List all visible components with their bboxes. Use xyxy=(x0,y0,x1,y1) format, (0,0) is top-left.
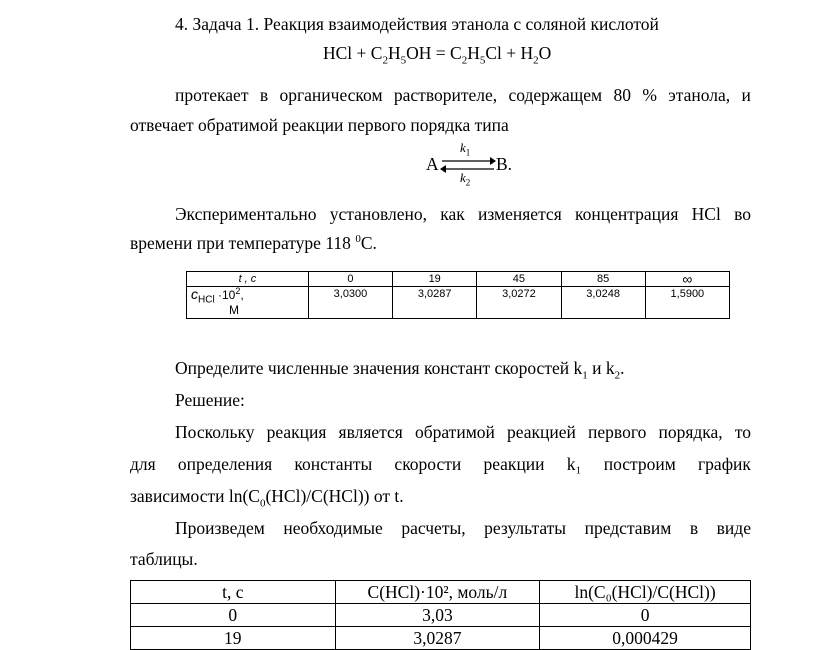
table-cell: 3,0287 xyxy=(335,627,540,650)
word: и xyxy=(741,85,751,105)
table-header-cell: 19 xyxy=(393,272,477,287)
scheme-b: B. xyxy=(496,154,513,174)
word: Произведем xyxy=(175,518,265,538)
word: HCl xyxy=(691,204,721,224)
table-header-cell: 0 xyxy=(308,272,392,287)
table-cell: 3,0248 xyxy=(561,287,645,319)
word: Экспериментально xyxy=(175,204,317,224)
word: в xyxy=(259,85,269,105)
table-header-cell: ln(C₀(HCl)/C(HCl)) xyxy=(540,581,751,604)
word: органическом xyxy=(279,85,383,105)
concentration-table xyxy=(186,271,730,319)
table-cell: 3,03 xyxy=(335,604,540,627)
word: концентрация xyxy=(575,204,679,224)
table-header-cell: ∞ xyxy=(645,272,729,287)
para3-line1 xyxy=(175,421,751,443)
table-cell: 0,000429 xyxy=(540,627,751,650)
word: % xyxy=(642,85,657,105)
para3-line3: зависимости $\ln(C_0(HCl)/C(HCl))$ от t. xyxy=(130,486,404,510)
para1-line1 xyxy=(175,84,751,106)
solution-label: Решение: xyxy=(175,390,245,410)
para3-line2 xyxy=(130,453,751,475)
task-heading: 4. Задача 1. Реакция взаимодействия этанола с соляной кислотой xyxy=(175,14,659,34)
word: определения xyxy=(177,454,273,474)
word: необходимые xyxy=(283,518,383,538)
question-text: Определите численные значения констант скоростей $k_1$ и $k_2$. xyxy=(175,358,625,382)
table-cell: 3,0272 xyxy=(477,287,561,319)
table-header-cell: t, c xyxy=(131,581,336,604)
table-cell: 0 xyxy=(540,604,751,627)
table-row xyxy=(131,627,751,650)
word: Поскольку xyxy=(175,422,255,442)
reaction-scheme xyxy=(426,140,526,190)
word: реакция xyxy=(266,422,327,442)
table-cell: 0 xyxy=(131,604,336,627)
table-cell: 3,0287 xyxy=(393,287,477,319)
table-row xyxy=(131,581,751,604)
word: то xyxy=(734,422,751,442)
word: представим xyxy=(584,518,672,538)
word: для xyxy=(130,454,156,474)
para1-line2: отвечает обратимой реакции первого порядка типа xyxy=(130,115,509,135)
word: скорости xyxy=(394,454,462,474)
word: построим xyxy=(603,454,676,474)
table-header-cell: t , c xyxy=(187,272,309,287)
word: k₁ xyxy=(566,454,582,474)
word: установлено, xyxy=(329,204,427,224)
scheme-k1: $k_1$ xyxy=(460,140,471,158)
scheme-a: A xyxy=(426,154,439,174)
reaction-equation: HCl + $C_2H_5OH = C_2H_5Cl + H_2O$ xyxy=(323,43,552,67)
table-cell: 3,0300 xyxy=(308,287,392,319)
word: является xyxy=(338,422,403,442)
table-header-cell: 85 xyxy=(561,272,645,287)
table-row xyxy=(187,287,730,319)
word: растворителе, xyxy=(393,85,498,105)
word: константы xyxy=(294,454,373,474)
word: расчеты, xyxy=(401,518,466,538)
para2-line2: времени при температуре 118 $^0$C. xyxy=(130,233,377,253)
word: 80 xyxy=(613,85,631,105)
table-cell: 1,5900 xyxy=(645,287,729,319)
word: результаты xyxy=(484,518,567,538)
word: реакции xyxy=(483,454,545,474)
para2-line1 xyxy=(175,203,751,225)
table-header-cell: 45 xyxy=(477,272,561,287)
word: виде xyxy=(716,518,751,538)
row-label-cell: $c_{HCl} \cdot 10^2$, М xyxy=(187,287,309,319)
word: порядка, xyxy=(658,422,723,442)
word: содержащем xyxy=(508,85,603,105)
word: реакцией xyxy=(507,422,576,442)
word: протекает xyxy=(175,85,249,105)
word: первого xyxy=(588,422,647,442)
word: как xyxy=(440,204,465,224)
scheme-k2: $k_2$ xyxy=(460,170,471,188)
table-cell: 19 xyxy=(131,627,336,650)
word: график xyxy=(698,454,751,474)
word: этанола, xyxy=(668,85,731,105)
word: в xyxy=(689,518,699,538)
para4-line2: таблицы. xyxy=(130,549,198,569)
word: во xyxy=(734,204,751,224)
word: изменяется xyxy=(478,204,562,224)
word: обратимой xyxy=(414,422,495,442)
para4-line1 xyxy=(175,517,751,539)
results-table xyxy=(130,580,751,650)
table-row xyxy=(187,272,730,287)
table-row xyxy=(131,604,751,627)
table-header-cell: C(HCl)·10², моль/л xyxy=(335,581,540,604)
